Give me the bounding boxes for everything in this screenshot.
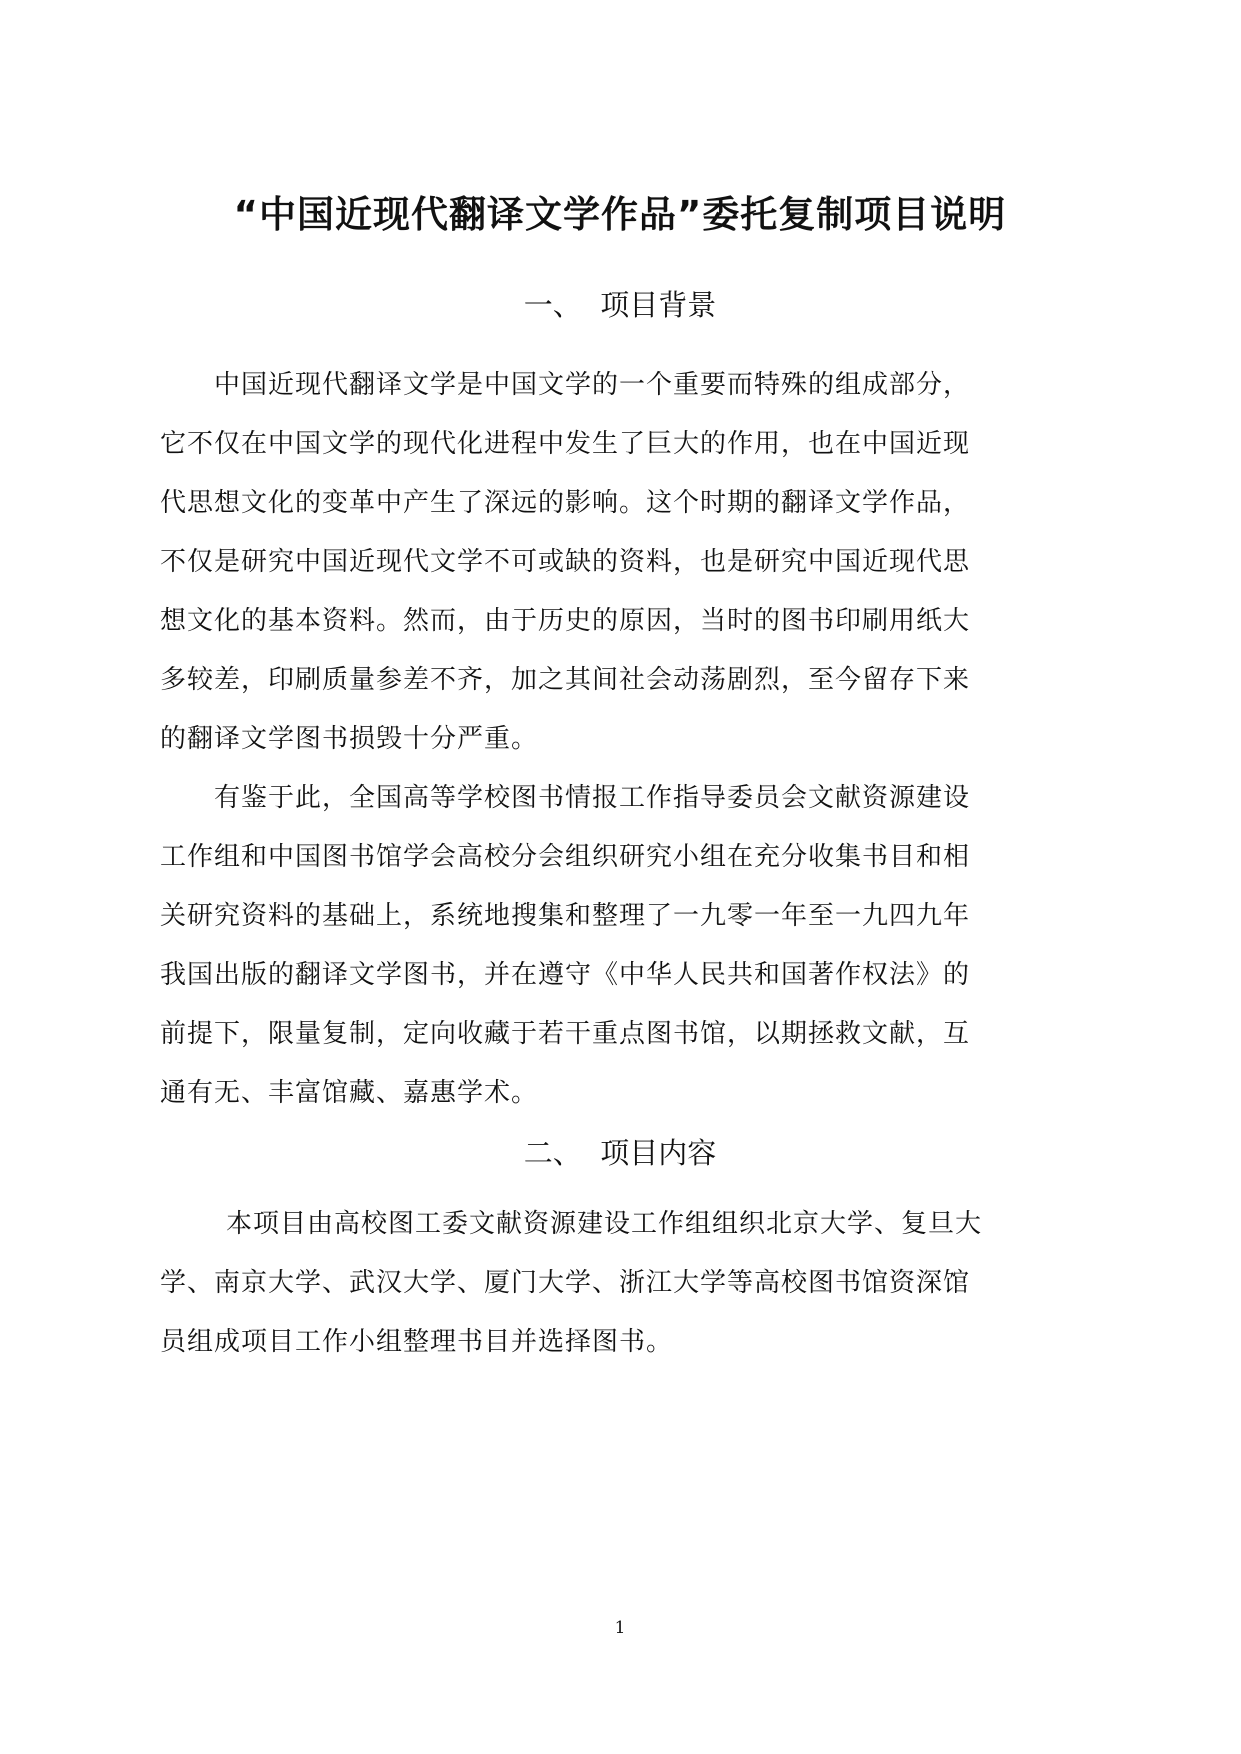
paragraph-line: 代思想文化的变革中产生了深远的影响。这个时期的翻译文学作品， [160,488,971,518]
paragraph-line: 通有无、丰富馆藏、嘉惠学术。 [160,1078,539,1108]
paragraph-line: 本项目由高校图工委文献资源建设工作组组织北京大学、复旦大 [226,1209,983,1239]
section-heading-background: 一、 项目背景 [523,288,717,322]
paragraph-line: 多较差，印刷质量参差不齐，加之其间社会动荡剧烈，至今留存下来 [160,665,971,695]
paragraph-line: 想文化的基本资料。然而，由于历史的原因，当时的图书印刷用纸大 [160,606,971,636]
page-number: 1 [614,1618,626,1638]
document-title: “中国近现代翻译文学作品”委托复制项目说明 [233,193,1007,236]
paragraph-line: 有鉴于此，全国高等学校图书情报工作指导委员会文献资源建设 [214,783,971,813]
paragraph-line: 学、南京大学、武汉大学、厦门大学、浙江大学等高校图书馆资深馆 [160,1268,971,1298]
paragraph-line: 关研究资料的基础上，系统地搜集和整理了一九零一年至一九四九年 [160,901,971,931]
section-heading-content: 二、 项目内容 [523,1136,717,1170]
paragraph-line: 的翻译文学图书损毁十分严重。 [160,724,539,754]
paragraph-line: 前提下，限量复制，定向收藏于若干重点图书馆，以期拯救文献，互 [160,1019,971,1049]
paragraph-line: 它不仅在中国文学的现代化进程中发生了巨大的作用，也在中国近现 [160,429,971,459]
paragraph-line: 员组成项目工作小组整理书目并选择图书。 [160,1327,674,1357]
paragraph-line: 我国出版的翻译文学图书，并在遵守《中华人民共和国著作权法》的 [160,960,971,990]
paragraph-line: 中国近现代翻译文学是中国文学的一个重要而特殊的组成部分， [214,370,971,400]
paragraph-line: 工作组和中国图书馆学会高校分会组织研究小组在充分收集书目和相 [160,842,971,872]
paragraph-line: 不仅是研究中国近现代文学不可或缺的资料，也是研究中国近现代思 [160,547,971,577]
